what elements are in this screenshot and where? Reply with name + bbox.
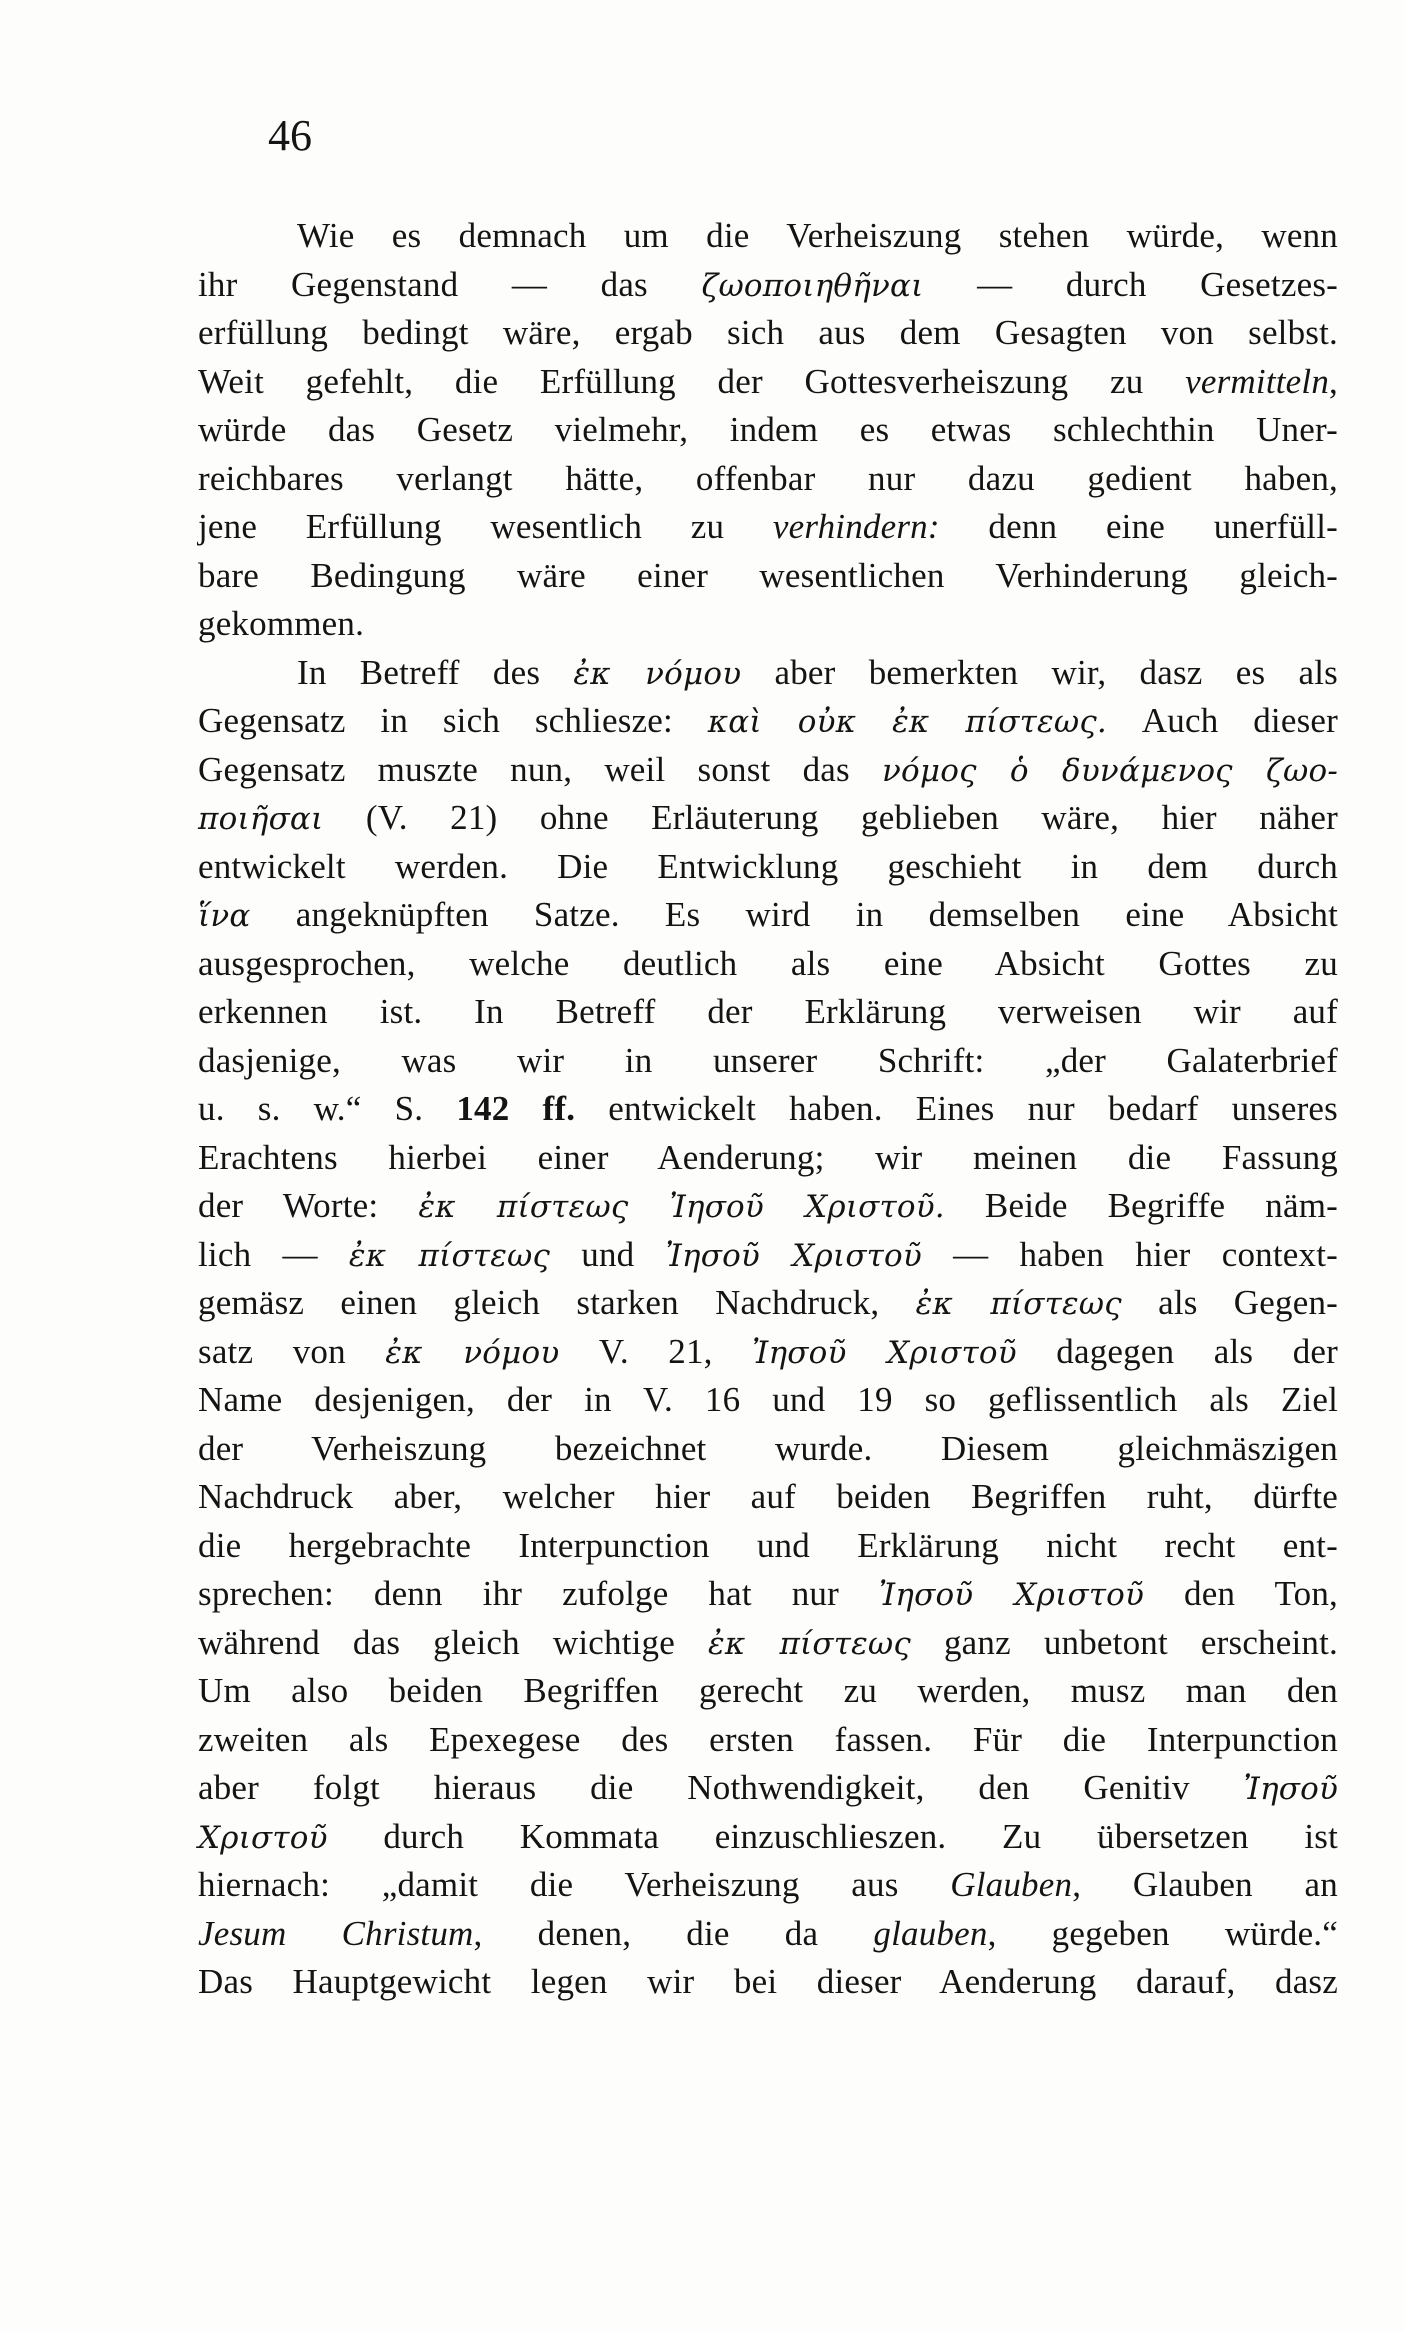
greek-phrase: Ἰησοῦ Χριστοῦ [878, 1577, 1145, 1613]
text-run: entwickelt haben. Eines nur bedarf unseres [575, 1089, 1338, 1128]
bold-text: 142 ff. [456, 1089, 576, 1128]
text-line [198, 1667, 1338, 1716]
greek-phrase: Ἰησοῦ Χριστοῦ [752, 1334, 1017, 1371]
text-run: bare Bedingung wäre einer wesentlichen Verhinderung gleich- [198, 555, 1338, 595]
greek-phrase: Ἰησοῦ Χριστοῦ [665, 1237, 922, 1274]
text-line [198, 552, 1338, 601]
text-run: die hergebrachte Interpunction und Erklärung nicht recht ent- [198, 1525, 1338, 1565]
text-run: entwickelt werden. Die Entwicklung geschieht in dem durch [198, 846, 1338, 886]
text-run: angeknüpften Satze. Es wird in demselben eine Absicht [250, 895, 1338, 934]
text-line [198, 1619, 1338, 1668]
text-run: Wie es demnach um die Verheiszung stehen würde, wenn [297, 216, 1338, 255]
text-line [198, 1085, 1338, 1134]
text-run: Nachdruck aber, welcher hier auf beiden Begriffen ruht, dürfte [198, 1477, 1338, 1516]
text-run: als Gegen- [1121, 1283, 1338, 1322]
greek-phrase: ἐκ νόμου [573, 655, 742, 692]
text-run: erkennen ist. In Betreff der Erklärung verweisen wir auf [198, 992, 1338, 1031]
text-run: gemäsz einen gleich starken Nachdruck, [198, 1283, 916, 1322]
text-run: ausgesprochen, welche deutlich als eine Absicht Gottes zu [198, 943, 1338, 983]
greek-phrase: ἵνα [198, 898, 251, 934]
text-line [198, 1425, 1338, 1474]
text-run: Erachtens hierbei einer Aenderung; wir meinen die Fassung [198, 1137, 1338, 1177]
greek-phrase: ἐκ πίστεως Ἰησοῦ Χριστοῦ. [418, 1189, 945, 1225]
text-line [198, 1231, 1338, 1280]
greek-phrase: ἐκ πίστεως [915, 1286, 1122, 1322]
text-run: der Verheiszung bezeichnet wurde. Diesem gleichmäszigen [198, 1428, 1338, 1468]
emphasis-text: vermitteln [1185, 361, 1330, 401]
emphasis-text: Jesum Christum [198, 1913, 474, 1953]
text-line [198, 1716, 1338, 1765]
text-run: dasjenige, was wir in unserer Schrift: „der Galaterbrief [198, 1040, 1338, 1080]
text-line [198, 891, 1338, 940]
text-run: — durch Gesetzes- [923, 264, 1338, 304]
text-run: Name desjenigen, der in V. 16 und 19 so geflissentlich als Ziel [198, 1380, 1338, 1419]
text-line [198, 358, 1338, 407]
text-run: hiernach: „damit die Verheiszung aus [198, 1865, 951, 1904]
text-run: jene Erfüllung wesentlich zu [198, 507, 773, 546]
text-run: Weit gefehlt, die Erfüllung der Gottesverheiszung zu [198, 361, 1186, 401]
text-line [198, 1182, 1338, 1231]
text-line [198, 649, 1338, 698]
text-line [198, 1570, 1338, 1619]
text-line [198, 940, 1338, 989]
text-run: sprechen: denn ihr zufolge hat nur [198, 1574, 879, 1613]
text-line [198, 1473, 1338, 1522]
text-run: In Betreff des [297, 652, 574, 692]
text-run: und [550, 1234, 666, 1274]
greek-phrase: ποιῆσαι [198, 801, 324, 837]
text-run: Um also beiden Begriffen gerecht zu werden, musz man den [198, 1671, 1338, 1710]
body-text [198, 212, 1338, 2007]
text-run: Auch dieser [1106, 701, 1338, 740]
greek-phrase: ἐκ πίστεως [707, 1625, 911, 1662]
text-line [198, 1279, 1338, 1328]
text-run: aber folgt hieraus die Nothwendigkeit, den Genitiv [198, 1768, 1244, 1807]
text-run: reichbares verlangt hätte, offenbar nur dazu gedient haben, [198, 458, 1338, 498]
text-line [198, 1910, 1338, 1959]
greek-phrase: ζωοποιηθῆναι [701, 267, 924, 304]
emphasis-text: verhindern: [772, 507, 940, 546]
page-number: 46 [268, 111, 312, 160]
greek-phrase: καὶ οὐκ ἐκ πίστεως. [707, 704, 1107, 740]
text-line [198, 1861, 1338, 1910]
text-run: erfüllung bedingt wäre, ergab sich aus dem Gesagten von selbst. [198, 313, 1338, 352]
text-run: Gegensatz muszte nun, weil sonst das [198, 749, 882, 789]
text-line [198, 309, 1338, 358]
text-run: Das Hauptgewicht legen wir bei dieser Aenderung darauf, dasz [198, 1962, 1338, 2001]
text-line [198, 261, 1338, 310]
text-line [198, 988, 1338, 1037]
text-run: gekommen. [198, 604, 365, 643]
text-run: dagegen als der [1016, 1331, 1338, 1371]
emphasis-text: Glauben [950, 1865, 1073, 1904]
greek-phrase: νόμος ὁ δυνάμενος ζωο- [882, 752, 1338, 789]
text-run: ganz unbetont erscheint. [910, 1622, 1338, 1662]
text-line [198, 455, 1338, 504]
text-line [198, 1522, 1338, 1571]
text-run: durch Kommata einzuschlieszen. Zu übersetzen ist [327, 1816, 1338, 1856]
text-run: , [1329, 361, 1338, 401]
text-line [198, 746, 1338, 795]
greek-phrase: Χριστοῦ [198, 1819, 328, 1856]
text-line [198, 1328, 1338, 1377]
text-line [198, 794, 1338, 843]
text-line [198, 600, 1338, 649]
greek-phrase: Ἰησοῦ [1243, 1771, 1338, 1807]
text-line [198, 212, 1338, 261]
text-line [198, 1764, 1338, 1813]
text-run: ihr Gegenstand — das [198, 264, 702, 304]
text-line [198, 1376, 1338, 1425]
text-run: — haben hier context- [921, 1234, 1339, 1274]
text-line [198, 1958, 1338, 2007]
text-run: den Ton, [1144, 1574, 1339, 1613]
text-line [198, 1037, 1338, 1086]
text-run: lich — [198, 1234, 349, 1274]
text-line [198, 843, 1338, 892]
text-run: aber bemerkten wir, dasz es als [741, 652, 1338, 692]
text-run: (V. 21) ohne Erläuterung geblieben wäre, hier näher [323, 798, 1338, 837]
text-line [198, 1813, 1338, 1862]
emphasis-text: glauben [873, 1913, 988, 1953]
text-run: der Worte: [198, 1186, 419, 1225]
text-run: u. s. w.“ S. [198, 1089, 457, 1128]
text-line [198, 697, 1338, 746]
text-run: satz von [198, 1331, 386, 1371]
text-run: zweiten als Epexegese des ersten fassen. Für die Interpunction [198, 1719, 1338, 1759]
text-run: , gegeben würde.“ [987, 1913, 1338, 1953]
text-run: während das gleich wichtige [198, 1622, 708, 1662]
text-run: würde das Gesetz vielmehr, indem es etwas schlechthin Uner- [198, 410, 1338, 449]
text-run: Gegensatz in sich schliesze: [198, 701, 708, 740]
text-run: V. 21, [559, 1331, 753, 1371]
text-run: Beide Begriffe näm- [944, 1186, 1338, 1225]
text-run: denn eine unerfüll- [939, 507, 1338, 546]
greek-phrase: ἐκ πίστεως [348, 1237, 551, 1274]
text-line [198, 1134, 1338, 1183]
text-run: , denen, die da [473, 1913, 874, 1953]
greek-phrase: ἐκ νόμου [385, 1334, 560, 1371]
text-run: , Glauben an [1072, 1865, 1338, 1904]
text-line [198, 406, 1338, 455]
text-line [198, 503, 1338, 552]
